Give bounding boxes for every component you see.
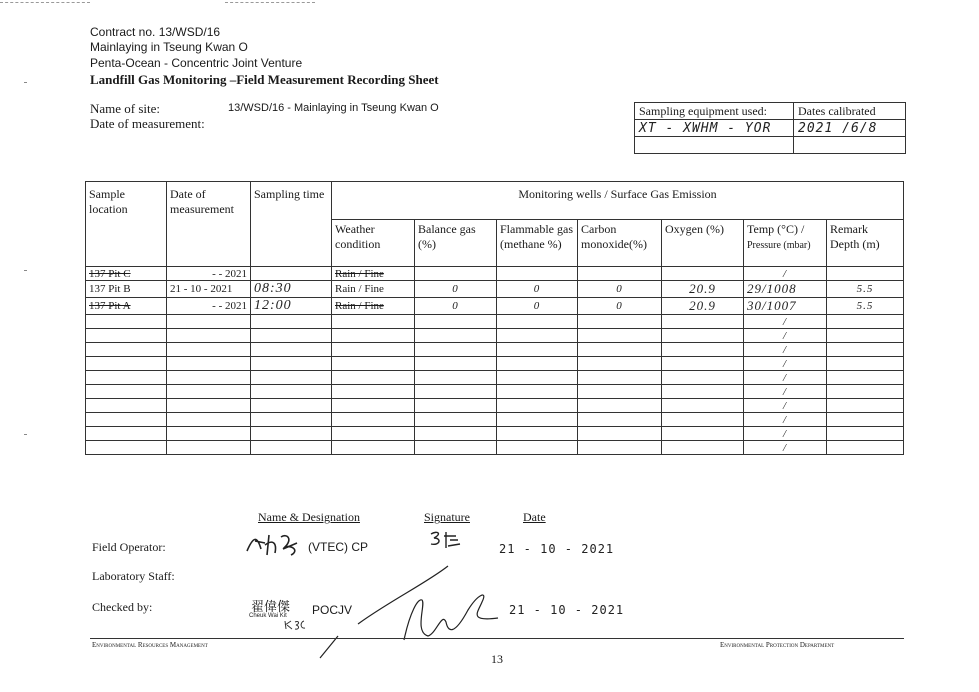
site-name-label: Name of site: (90, 101, 161, 116)
cell-temp: / (744, 441, 827, 455)
cell-weather: Rain / Fine (332, 281, 415, 298)
cell-carbon: 0 (578, 298, 662, 315)
cell-time: 08:30 (251, 281, 332, 298)
scan-mark (0, 2, 90, 3)
cell-oxygen (662, 267, 744, 281)
cell-temp: / (744, 315, 827, 329)
lab-staff-label: Laboratory Staff: (92, 569, 175, 583)
cell-time (251, 267, 332, 281)
table-row (86, 413, 904, 427)
cell-flammable: 0 (497, 298, 578, 315)
cell-temp: / (744, 357, 827, 371)
calibration-label: Dates calibrated (794, 103, 906, 120)
calibration-value (794, 120, 906, 137)
cell-flammable: 0 (497, 281, 578, 298)
project-name: Mainlaying in Tseung Kwan O (90, 40, 248, 54)
table-row (86, 298, 904, 315)
measurement-table (85, 181, 904, 455)
checked-by-chinese-name: 翟偉傑 (251, 599, 291, 614)
header-flammable: Flammable gas (methane %) (497, 220, 578, 267)
header-temp-label: Temp (°C) / (747, 222, 805, 236)
table-row (86, 267, 904, 281)
calibration-empty (794, 137, 906, 154)
cell-temp: / (744, 371, 827, 385)
header-date: Date of measurement (167, 182, 251, 267)
cell-temp: / (744, 343, 827, 357)
cell-remark (827, 267, 904, 281)
field-operator-name: (VTEC) CP (308, 540, 368, 554)
footer-rule (90, 638, 904, 639)
table-row (86, 329, 904, 343)
name-designation-heading: Name & Designation (258, 510, 360, 524)
footer-right: Environmental Protection Department (720, 641, 835, 649)
date-heading: Date (523, 510, 546, 524)
cell-date: - - 2021 (167, 267, 251, 281)
header-balance: Balance gas (%) (415, 220, 497, 267)
cell-balance: 0 (415, 298, 497, 315)
checked-by-date: 21 - 10 - 2021 (509, 603, 625, 617)
cell-temp: / (744, 385, 827, 399)
cell-location: 137 Pit C (86, 267, 167, 281)
header-sample-location: Sample location (86, 182, 167, 267)
header-pressure-label: Pressure (mbar) (747, 240, 811, 251)
cell-carbon: 0 (578, 281, 662, 298)
contract-number: Contract no. 13/WSD/16 (90, 25, 221, 39)
header-carbon: Carbon monoxide(%) (578, 220, 662, 267)
cell-weather: Rain / Fine (332, 267, 415, 281)
checker-signature (318, 562, 528, 662)
cell-temp: / (744, 329, 827, 343)
cell-remark: 5.5 (827, 281, 904, 298)
field-operator-label: Field Operator: (92, 540, 166, 554)
table-row (86, 427, 904, 441)
checked-by-label: Checked by: (92, 600, 153, 614)
equipment-value-text: XT - XWHM - YOR (639, 120, 772, 136)
signature-heading: Signature (424, 510, 470, 524)
cell-location: 137 Pit A (86, 298, 167, 315)
header-sampling-time: Sampling time (251, 182, 332, 267)
scan-dot (24, 434, 27, 435)
table-row (86, 343, 904, 357)
cell-weather: Rain / Fine (332, 298, 415, 315)
checker-initials (282, 618, 308, 632)
cell-flammable (497, 267, 578, 281)
scan-mark (225, 2, 315, 3)
equipment-empty (635, 137, 794, 154)
cell-date: - - 2021 (167, 298, 251, 315)
equipment-table (634, 102, 906, 154)
checked-by-org: POCJV (312, 603, 353, 617)
footer-left: Environmental Resources Management (92, 641, 208, 649)
cell-temp: 29/1008 (744, 281, 827, 298)
cell-remark: 5.5 (827, 298, 904, 315)
sheet-title: Landfill Gas Monitoring –Field Measurement Recording Sheet (90, 72, 439, 87)
operator-signature (428, 528, 464, 552)
table-row (86, 357, 904, 371)
cell-location: 137 Pit B (86, 281, 167, 298)
header-monitoring: Monitoring wells / Surface Gas Emission (332, 182, 904, 220)
page-number: 13 (491, 652, 503, 666)
cell-temp: 30/1007 (744, 298, 827, 315)
measurement-date-label: Date of measurement: (90, 116, 205, 131)
header-temp (744, 220, 827, 267)
table-row (86, 371, 904, 385)
equipment-value (635, 120, 794, 137)
checked-by-subname: Cheuk Wai Kit (249, 613, 287, 619)
cell-temp: / (744, 399, 827, 413)
cell-temp: / (744, 427, 827, 441)
scan-dot (24, 82, 27, 83)
equipment-label: Sampling equipment used: (635, 103, 794, 120)
header-oxygen: Oxygen (%) (662, 220, 744, 267)
cell-balance (415, 267, 497, 281)
operator-handwritten-name (243, 529, 305, 559)
scan-dot (24, 270, 27, 271)
cell-oxygen: 20.9 (662, 281, 744, 298)
cell-balance: 0 (415, 281, 497, 298)
cell-time: 12:00 (251, 298, 332, 315)
calibration-value-text: 2021 /6/8 (798, 120, 878, 136)
cell-temp: / (744, 267, 827, 281)
header-weather: Weather condition (332, 220, 415, 267)
cell-carbon (578, 267, 662, 281)
table-row (86, 399, 904, 413)
cell-temp: / (744, 413, 827, 427)
header-remark: Remark Depth (m) (827, 220, 904, 267)
contractor-name: Penta-Ocean - Concentric Joint Venture (90, 56, 303, 70)
table-row (86, 315, 904, 329)
table-row (86, 385, 904, 399)
table-row (86, 441, 904, 455)
field-operator-date: 21 - 10 - 2021 (499, 542, 615, 556)
site-name-value: 13/WSD/16 - Mainlaying in Tseung Kwan O (228, 102, 439, 114)
table-row (86, 281, 904, 298)
cell-oxygen: 20.9 (662, 298, 744, 315)
cell-date: 21 - 10 - 2021 (167, 281, 251, 298)
